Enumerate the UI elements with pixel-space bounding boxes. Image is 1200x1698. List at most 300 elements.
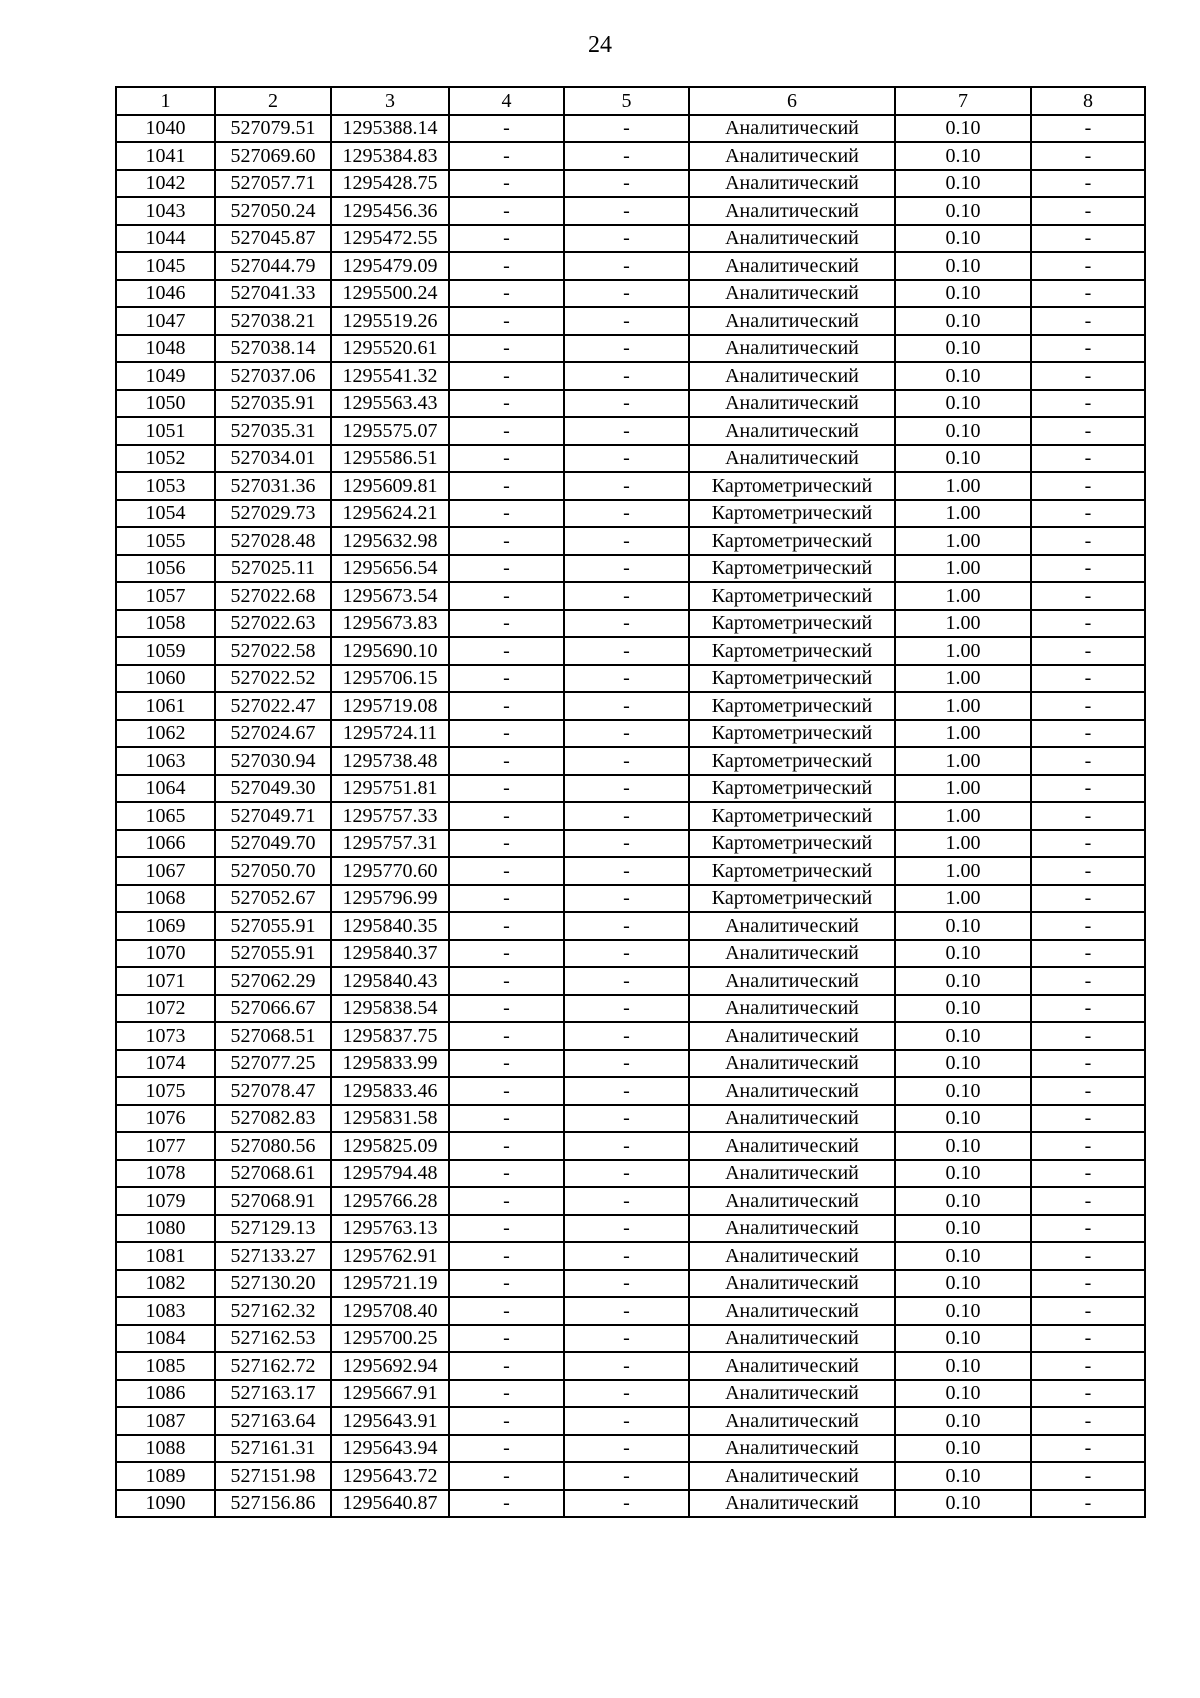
table-cell: 1.00 xyxy=(895,885,1031,913)
table-cell: 0.10 xyxy=(895,252,1031,280)
table-cell: 1.00 xyxy=(895,555,1031,583)
table-cell: Картометрический xyxy=(689,857,895,885)
table-cell: - xyxy=(564,1132,689,1160)
table-header xyxy=(116,87,1145,115)
table-cell: 527068.91 xyxy=(215,1187,331,1215)
table-cell: 1295796.99 xyxy=(331,885,449,913)
table-cell: - xyxy=(1031,1352,1145,1380)
table-cell: 527130.20 xyxy=(215,1270,331,1298)
table-cell: 527044.79 xyxy=(215,252,331,280)
table-cell: 1044 xyxy=(116,225,215,253)
table-cell: 527022.63 xyxy=(215,610,331,638)
table-cell: 527161.31 xyxy=(215,1435,331,1463)
table-cell: Картометрический xyxy=(689,802,895,830)
table-cell: 1064 xyxy=(116,775,215,803)
table-row xyxy=(116,775,1145,803)
table-cell: - xyxy=(564,1380,689,1408)
table-row xyxy=(116,1132,1145,1160)
table-cell: - xyxy=(564,197,689,225)
table-cell: 0.10 xyxy=(895,142,1031,170)
table-cell: 527057.71 xyxy=(215,170,331,198)
table-cell: 527077.25 xyxy=(215,1050,331,1078)
table-cell: 1295643.72 xyxy=(331,1462,449,1490)
table-cell: 527025.11 xyxy=(215,555,331,583)
table-cell: 1295692.94 xyxy=(331,1352,449,1380)
page-number: 24 xyxy=(588,32,612,58)
table-cell: - xyxy=(449,940,564,968)
table-cell: - xyxy=(564,225,689,253)
table-cell: 1060 xyxy=(116,665,215,693)
table-cell: - xyxy=(449,1352,564,1380)
table-cell: 0.10 xyxy=(895,1242,1031,1270)
column-header: 4 xyxy=(449,87,564,115)
table-cell: - xyxy=(564,280,689,308)
table-row xyxy=(116,995,1145,1023)
table-cell: 527049.30 xyxy=(215,775,331,803)
table-cell: 1295479.09 xyxy=(331,252,449,280)
table-cell: 0.10 xyxy=(895,912,1031,940)
table-cell: Аналитический xyxy=(689,967,895,995)
table-cell: 1080 xyxy=(116,1215,215,1243)
table-cell: 0.10 xyxy=(895,1462,1031,1490)
table-cell: 1295825.09 xyxy=(331,1132,449,1160)
table-cell: 1058 xyxy=(116,610,215,638)
table-cell: 1295624.21 xyxy=(331,500,449,528)
table-cell: Аналитический xyxy=(689,995,895,1023)
table-cell: 527080.56 xyxy=(215,1132,331,1160)
table-cell: 1295770.60 xyxy=(331,857,449,885)
table-cell: 527028.48 xyxy=(215,527,331,555)
table-cell: - xyxy=(449,390,564,418)
table-cell: - xyxy=(564,1242,689,1270)
table-cell: - xyxy=(1031,1132,1145,1160)
table-cell: - xyxy=(564,1270,689,1298)
table-cell: - xyxy=(449,1325,564,1353)
table-cell: 1.00 xyxy=(895,775,1031,803)
table-cell: - xyxy=(564,1215,689,1243)
table-cell: 527038.14 xyxy=(215,335,331,363)
table-cell: 527035.91 xyxy=(215,390,331,418)
table-row xyxy=(116,1105,1145,1133)
table-cell: 1071 xyxy=(116,967,215,995)
table-row xyxy=(116,1380,1145,1408)
table-cell: Картометрический xyxy=(689,692,895,720)
table-cell: - xyxy=(564,527,689,555)
table-cell: 0.10 xyxy=(895,225,1031,253)
table-cell: Аналитический xyxy=(689,1325,895,1353)
table-cell: Аналитический xyxy=(689,1435,895,1463)
table-cell: - xyxy=(1031,1022,1145,1050)
table-cell: 0.10 xyxy=(895,967,1031,995)
table-row xyxy=(116,1160,1145,1188)
table-cell: - xyxy=(449,1132,564,1160)
table-cell: 527068.51 xyxy=(215,1022,331,1050)
table-cell: 0.10 xyxy=(895,995,1031,1023)
table-cell: Аналитический xyxy=(689,225,895,253)
table-row xyxy=(116,1325,1145,1353)
table-cell: 527156.86 xyxy=(215,1490,331,1518)
table-cell: - xyxy=(449,1462,564,1490)
table-cell: 1295632.98 xyxy=(331,527,449,555)
table-cell: 1084 xyxy=(116,1325,215,1353)
column-header: 5 xyxy=(564,87,689,115)
table-cell: 0.10 xyxy=(895,1050,1031,1078)
table-cell: - xyxy=(449,445,564,473)
table-cell: 1295428.75 xyxy=(331,170,449,198)
table-cell: - xyxy=(449,692,564,720)
table-cell: - xyxy=(449,225,564,253)
table-cell: 0.10 xyxy=(895,940,1031,968)
table-cell: 1040 xyxy=(116,115,215,143)
table-cell: 0.10 xyxy=(895,445,1031,473)
table-row xyxy=(116,170,1145,198)
table-cell: - xyxy=(564,1105,689,1133)
table-cell: 1078 xyxy=(116,1160,215,1188)
table-cell: 1.00 xyxy=(895,665,1031,693)
table-cell: 0.10 xyxy=(895,115,1031,143)
table-cell: 1042 xyxy=(116,170,215,198)
table-cell: Аналитический xyxy=(689,1297,895,1325)
table-cell: - xyxy=(1031,775,1145,803)
table-cell: - xyxy=(449,720,564,748)
table-cell: 1089 xyxy=(116,1462,215,1490)
table-cell: 527078.47 xyxy=(215,1077,331,1105)
table-cell: 1069 xyxy=(116,912,215,940)
table-cell: 527038.21 xyxy=(215,307,331,335)
table-cell: 527050.24 xyxy=(215,197,331,225)
table-cell: Аналитический xyxy=(689,912,895,940)
table-cell: 527162.53 xyxy=(215,1325,331,1353)
table-cell: 1295656.54 xyxy=(331,555,449,583)
table-cell: Картометрический xyxy=(689,527,895,555)
table-row xyxy=(116,1435,1145,1463)
table-cell: Аналитический xyxy=(689,1077,895,1105)
table-cell: 1295833.99 xyxy=(331,1050,449,1078)
table-cell: 1050 xyxy=(116,390,215,418)
table-cell: - xyxy=(449,1022,564,1050)
table-cell: 1083 xyxy=(116,1297,215,1325)
table-cell: - xyxy=(449,142,564,170)
table-cell: Аналитический xyxy=(689,170,895,198)
column-header: 1 xyxy=(116,87,215,115)
table-cell: 0.10 xyxy=(895,335,1031,363)
table-row xyxy=(116,610,1145,638)
table-cell: 527037.06 xyxy=(215,362,331,390)
table-cell: 1295721.19 xyxy=(331,1270,449,1298)
table-cell: Аналитический xyxy=(689,445,895,473)
table-cell: 527049.70 xyxy=(215,830,331,858)
table-cell: 527069.60 xyxy=(215,142,331,170)
table-cell: 1295840.35 xyxy=(331,912,449,940)
table-cell: 1085 xyxy=(116,1352,215,1380)
table-cell: - xyxy=(449,1160,564,1188)
table-cell: - xyxy=(564,472,689,500)
table-cell: - xyxy=(1031,582,1145,610)
table-row xyxy=(116,280,1145,308)
table-cell: 1295757.31 xyxy=(331,830,449,858)
table-cell: 1076 xyxy=(116,1105,215,1133)
table-cell: 1295640.87 xyxy=(331,1490,449,1518)
table-cell: Аналитический xyxy=(689,142,895,170)
table-row xyxy=(116,527,1145,555)
table-cell: Картометрический xyxy=(689,610,895,638)
table-cell: 1295708.40 xyxy=(331,1297,449,1325)
table-cell: 0.10 xyxy=(895,1105,1031,1133)
table-cell: 1070 xyxy=(116,940,215,968)
table-cell: - xyxy=(1031,940,1145,968)
table-cell: - xyxy=(564,362,689,390)
table-cell: 1295831.58 xyxy=(331,1105,449,1133)
table-cell: Аналитический xyxy=(689,1380,895,1408)
table-cell: 1087 xyxy=(116,1407,215,1435)
table-row xyxy=(116,197,1145,225)
table-cell: 1295673.54 xyxy=(331,582,449,610)
table-cell: 527024.67 xyxy=(215,720,331,748)
table-cell: - xyxy=(449,1215,564,1243)
table-cell: 1.00 xyxy=(895,747,1031,775)
table-cell: 1295643.94 xyxy=(331,1435,449,1463)
table-cell: 1061 xyxy=(116,692,215,720)
table-row xyxy=(116,555,1145,583)
table-cell: 1041 xyxy=(116,142,215,170)
table-row xyxy=(116,225,1145,253)
table-cell: - xyxy=(564,665,689,693)
table-cell: - xyxy=(449,637,564,665)
table-cell: - xyxy=(564,1325,689,1353)
table-cell: Аналитический xyxy=(689,1352,895,1380)
table-cell: - xyxy=(564,1352,689,1380)
table-cell: 1295388.14 xyxy=(331,115,449,143)
table-cell: 0.10 xyxy=(895,197,1031,225)
table-cell: 1295837.75 xyxy=(331,1022,449,1050)
table-cell: Картометрический xyxy=(689,500,895,528)
table-cell: 1059 xyxy=(116,637,215,665)
table-cell: 527162.32 xyxy=(215,1297,331,1325)
table-row xyxy=(116,830,1145,858)
table-row xyxy=(116,940,1145,968)
table-row xyxy=(116,1187,1145,1215)
table-cell: 0.10 xyxy=(895,390,1031,418)
table-cell: 1043 xyxy=(116,197,215,225)
table-row xyxy=(116,967,1145,995)
table-row xyxy=(116,417,1145,445)
table-row xyxy=(116,500,1145,528)
table-cell: 1295563.43 xyxy=(331,390,449,418)
table-cell: - xyxy=(1031,1077,1145,1105)
table-cell: 527162.72 xyxy=(215,1352,331,1380)
table-cell: 1295840.37 xyxy=(331,940,449,968)
table-cell: - xyxy=(449,775,564,803)
table-cell: 527082.83 xyxy=(215,1105,331,1133)
table-cell: 1053 xyxy=(116,472,215,500)
table-cell: Аналитический xyxy=(689,1215,895,1243)
table-cell: - xyxy=(1031,747,1145,775)
table-cell: 1295609.81 xyxy=(331,472,449,500)
table-cell: - xyxy=(564,335,689,363)
table-cell: - xyxy=(1031,1490,1145,1518)
table-cell: - xyxy=(449,307,564,335)
table-cell: 1054 xyxy=(116,500,215,528)
table-cell: - xyxy=(1031,252,1145,280)
table-cell: 1056 xyxy=(116,555,215,583)
table-cell: 527133.27 xyxy=(215,1242,331,1270)
table-cell: - xyxy=(564,692,689,720)
table-cell: - xyxy=(564,307,689,335)
table-cell: 1075 xyxy=(116,1077,215,1105)
table-cell: 1295724.11 xyxy=(331,720,449,748)
table-cell: - xyxy=(564,857,689,885)
table-cell: - xyxy=(449,500,564,528)
table-row xyxy=(116,335,1145,363)
table-cell: - xyxy=(449,610,564,638)
table-cell: 1065 xyxy=(116,802,215,830)
header-row xyxy=(116,87,1145,115)
table-row xyxy=(116,1077,1145,1105)
table-row xyxy=(116,885,1145,913)
table-cell: - xyxy=(564,775,689,803)
table-cell: 1295766.28 xyxy=(331,1187,449,1215)
table-row xyxy=(116,362,1145,390)
table-cell: Аналитический xyxy=(689,940,895,968)
table-cell: - xyxy=(449,472,564,500)
table-cell: - xyxy=(449,280,564,308)
table-cell: Аналитический xyxy=(689,390,895,418)
table-cell: 0.10 xyxy=(895,1022,1031,1050)
table-cell: 1.00 xyxy=(895,582,1031,610)
table-cell: - xyxy=(449,335,564,363)
table-cell: - xyxy=(564,1022,689,1050)
table-cell: 1295472.55 xyxy=(331,225,449,253)
table-cell: - xyxy=(564,1187,689,1215)
table-cell: 1295673.83 xyxy=(331,610,449,638)
table-cell: 1295840.43 xyxy=(331,967,449,995)
table-cell: 527022.68 xyxy=(215,582,331,610)
table-row xyxy=(116,472,1145,500)
table-cell: - xyxy=(1031,472,1145,500)
table-cell: - xyxy=(564,720,689,748)
table-cell: 527022.52 xyxy=(215,665,331,693)
table-cell: - xyxy=(449,1242,564,1270)
table-cell: - xyxy=(449,362,564,390)
table-row xyxy=(116,1050,1145,1078)
table-cell: 1.00 xyxy=(895,637,1031,665)
table-cell: 527079.51 xyxy=(215,115,331,143)
table-cell: - xyxy=(1031,1297,1145,1325)
table-cell: - xyxy=(1031,307,1145,335)
table-row xyxy=(116,692,1145,720)
table-cell: 1055 xyxy=(116,527,215,555)
table-cell: - xyxy=(1031,1215,1145,1243)
table-row xyxy=(116,1297,1145,1325)
table-cell: - xyxy=(564,940,689,968)
table-cell: - xyxy=(449,995,564,1023)
table-cell: - xyxy=(564,1490,689,1518)
table-row xyxy=(116,307,1145,335)
table-cell: 1072 xyxy=(116,995,215,1023)
table-cell: 0.10 xyxy=(895,1352,1031,1380)
table-cell: 0.10 xyxy=(895,1407,1031,1435)
table-cell: 1295763.13 xyxy=(331,1215,449,1243)
table-cell: 1295719.08 xyxy=(331,692,449,720)
table-row xyxy=(116,1242,1145,1270)
table-row xyxy=(116,1352,1145,1380)
table-cell: - xyxy=(1031,995,1145,1023)
table-cell: - xyxy=(1031,1270,1145,1298)
table-cell: 1295520.61 xyxy=(331,335,449,363)
table-cell: - xyxy=(1031,637,1145,665)
table-cell: Картометрический xyxy=(689,830,895,858)
table-cell: 1.00 xyxy=(895,720,1031,748)
table-cell: - xyxy=(564,747,689,775)
table-cell: - xyxy=(1031,1242,1145,1270)
table-cell: 1045 xyxy=(116,252,215,280)
table-cell: 0.10 xyxy=(895,362,1031,390)
table-cell: - xyxy=(449,1297,564,1325)
table-cell: - xyxy=(449,1380,564,1408)
table-cell: 1295838.54 xyxy=(331,995,449,1023)
table-row xyxy=(116,802,1145,830)
table-cell: - xyxy=(449,912,564,940)
table-row xyxy=(116,665,1145,693)
table-cell: - xyxy=(564,1462,689,1490)
table-cell: 1.00 xyxy=(895,830,1031,858)
table-cell: - xyxy=(1031,362,1145,390)
table-cell: Аналитический xyxy=(689,417,895,445)
table-cell: - xyxy=(1031,1435,1145,1463)
table-cell: - xyxy=(564,912,689,940)
table-cell: - xyxy=(564,252,689,280)
table-cell: - xyxy=(1031,610,1145,638)
table-cell: Картометрический xyxy=(689,582,895,610)
table-cell: - xyxy=(1031,555,1145,583)
table-row xyxy=(116,1270,1145,1298)
table-cell: - xyxy=(449,885,564,913)
table-cell: 1295751.81 xyxy=(331,775,449,803)
table-cell: Аналитический xyxy=(689,280,895,308)
table-cell: 1048 xyxy=(116,335,215,363)
table-cell: - xyxy=(449,197,564,225)
column-header: 3 xyxy=(331,87,449,115)
table-cell: - xyxy=(449,747,564,775)
table-row xyxy=(116,252,1145,280)
table-cell: Аналитический xyxy=(689,1407,895,1435)
table-cell: 1047 xyxy=(116,307,215,335)
table-cell: Картометрический xyxy=(689,720,895,748)
table-cell: - xyxy=(449,967,564,995)
table-cell: - xyxy=(1031,1187,1145,1215)
table-cell: Аналитический xyxy=(689,1270,895,1298)
table-cell: 1295690.10 xyxy=(331,637,449,665)
table-cell: 0.10 xyxy=(895,1490,1031,1518)
table-cell: 0.10 xyxy=(895,1187,1031,1215)
table-cell: 527041.33 xyxy=(215,280,331,308)
table-cell: 1295519.26 xyxy=(331,307,449,335)
table-cell: - xyxy=(564,802,689,830)
table-row xyxy=(116,857,1145,885)
table-cell: Аналитический xyxy=(689,1132,895,1160)
table-cell: 527163.17 xyxy=(215,1380,331,1408)
table-cell: - xyxy=(1031,830,1145,858)
table-cell: 527050.70 xyxy=(215,857,331,885)
table-cell: - xyxy=(564,1160,689,1188)
table-cell: Аналитический xyxy=(689,197,895,225)
table-cell: 0.10 xyxy=(895,1325,1031,1353)
table-cell: Картометрический xyxy=(689,555,895,583)
table-cell: - xyxy=(1031,1105,1145,1133)
table-cell: 0.10 xyxy=(895,417,1031,445)
table-cell: 0.10 xyxy=(895,170,1031,198)
table-cell: Картометрический xyxy=(689,747,895,775)
